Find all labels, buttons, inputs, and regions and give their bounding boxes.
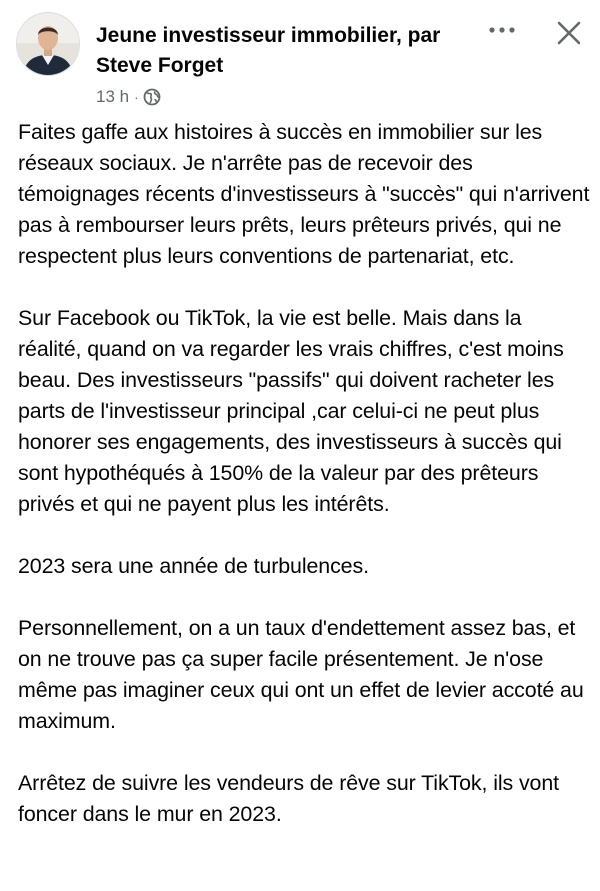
post-body — [18, 117, 590, 830]
post-header — [0, 0, 600, 112]
avatar-image — [17, 13, 79, 75]
post-paragraph: Arrêtez de suivre les vendeurs de rêve sur TikTok, ils vont foncer dans le mur en 2023. — [18, 771, 559, 826]
close-icon — [556, 20, 582, 46]
post-paragraph: Faites gaffe aux histoires à succès en immobilier sur les réseaux sociaux. Je n'arrête pas de recevoir des témoignages récents d'investisseurs à "succès" qui n'arrivent pas à rembourser leurs prêts, leurs prêteurs privés, qui ne respectent plus leurs conventions de partenariat, etc. — [18, 120, 590, 268]
close-button[interactable] — [550, 14, 588, 52]
more-options-button[interactable] — [484, 18, 520, 42]
post-paragraph: Sur Facebook ou TikTok, la vie est belle. Mais dans la réalité, quand on va regarder les vrais chiffres, c'est moins beau. Des investisseurs "passifs" qui doivent racheter les parts de l'investisseur principal ,car celui-ci ne peut plus honorer ses engagements, des investisseurs à succès qui sont hypothéqués à 150% de la valeur par des prêteurs privés et qui ne payent plus les intérêts. — [18, 306, 564, 516]
author-name[interactable]: Jeune investisseur immobilier, par Steve Forget — [96, 24, 441, 77]
ellipsis-icon — [487, 26, 517, 34]
post-meta — [96, 86, 161, 108]
avatar[interactable] — [16, 12, 80, 76]
post-paragraph: Personnellement, on a un taux d'endettement assez bas, et on ne trouve pas ça super facile présentement. Je n'ose même pas imaginer ceux qui ont un effet de levier accoté au maximum. — [18, 616, 584, 733]
post-paragraph: 2023 sera une année de turbulences. — [18, 554, 369, 578]
post-timestamp[interactable]: 13 h — [96, 87, 130, 106]
globe-icon — [143, 88, 161, 106]
meta-separator: · — [134, 89, 139, 105]
